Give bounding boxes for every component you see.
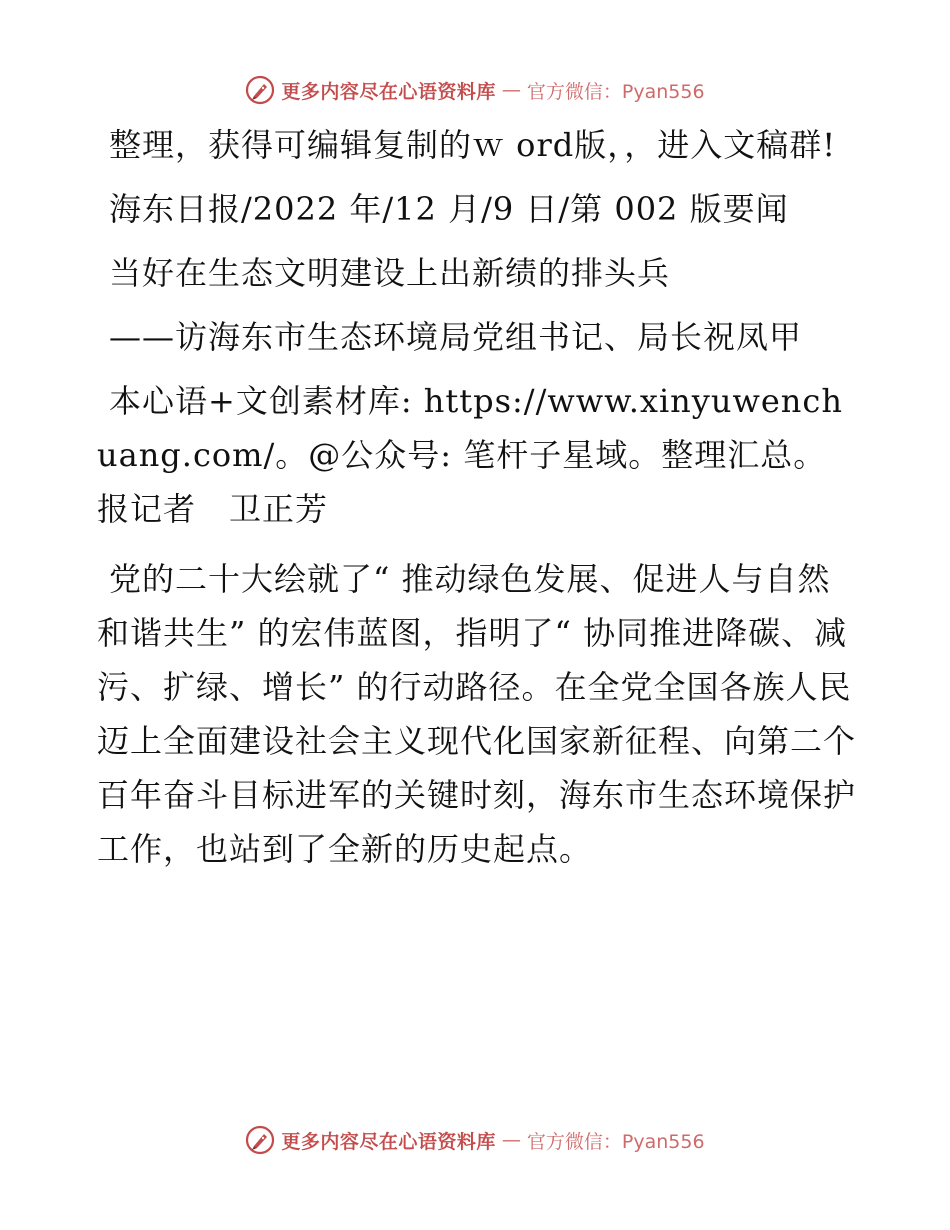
- pen-nib-logo-icon: [245, 1125, 275, 1155]
- watermark-dash: —: [501, 1129, 521, 1151]
- footer-watermark: [0, 1120, 950, 1160]
- watermark-wechat: 官方微信：Pyan556: [526, 80, 705, 103]
- pen-nib-logo-icon: [245, 75, 275, 105]
- subheadline: ——访海东市生态环境局党组书记、局长祝凤甲: [109, 318, 803, 356]
- watermark-text: 更多内容尽在心语资料库: [281, 1130, 496, 1153]
- header-watermark: [0, 70, 950, 110]
- intro-paragraph: 整理，获得可编辑复制的ｗ ord版，，进入文稿群!: [109, 126, 837, 164]
- document-body: [97, 118, 857, 886]
- body-paragraph: 党的二十大绘就了“ 推动绿色发展、促进人与自然和谐共生” 的宏伟蓝图，指明了“ 协同推进降碳、减污、扩绿、增长” 的行动路径。在全党全国各族人民迈上全面建设社会主义现代化国家新征程、向第二个百年奋斗目标进军的关键时刻，海东市生态环境保护工作，也站到了全新的历史起点。: [97, 560, 857, 868]
- headline: 当好在生态文明建设上出新绩的排头兵: [109, 254, 671, 292]
- byline-paragraph: 本心语+文创素材库: https://www.xinyuwenchuang.com/。@公众号: 笔杆子星域。整理汇总。报记者 卫正芳: [97, 382, 843, 528]
- watermark-text: 更多内容尽在心语资料库: [281, 80, 496, 103]
- watermark-wechat: 官方微信：Pyan556: [526, 1130, 705, 1153]
- watermark-dash: —: [501, 79, 521, 101]
- source-line: 海东日报/2022 年/12 月/9 日/第 002 版要闻: [109, 190, 789, 228]
